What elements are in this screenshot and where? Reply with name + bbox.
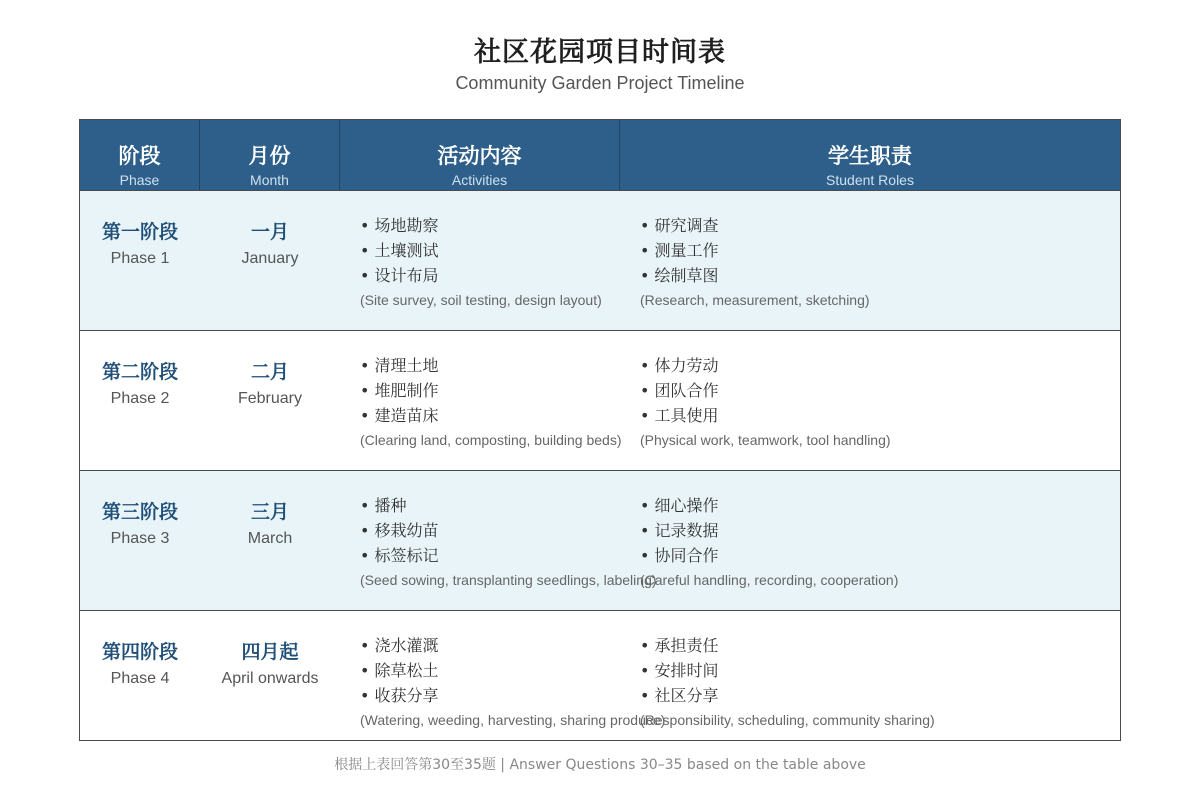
- phase-name: 第二阶段: [101, 361, 178, 383]
- list-item: • 堆肥制作: [360, 381, 439, 400]
- month-name-en: April onwards: [221, 670, 319, 687]
- header-roles-en: Student Roles: [826, 172, 914, 188]
- list-item: • 安排时间: [640, 661, 719, 680]
- activities-list: [360, 213, 439, 288]
- list-item: • 承担责任: [640, 636, 719, 655]
- roles-note: (Careful handling, recording, cooperation): [640, 572, 899, 588]
- table-row: [80, 330, 1120, 470]
- list-item: • 浇水灌溉: [360, 636, 439, 655]
- list-item: • 收获分享: [360, 686, 439, 705]
- month-name: 二月: [250, 361, 289, 383]
- phase-name-en: Phase 2: [110, 390, 170, 407]
- header-phase-en: Phase: [119, 172, 160, 188]
- month-name: 一月: [250, 221, 289, 243]
- roles-note: (Research, measurement, sketching): [640, 292, 870, 308]
- list-item: • 记录数据: [640, 521, 719, 540]
- roles-note: (Physical work, teamwork, tool handling): [640, 432, 891, 448]
- list-item: • 研究调查: [640, 216, 719, 235]
- header-roles-cn: 学生职责: [828, 144, 912, 168]
- header-activities: [340, 120, 620, 190]
- list-item: • 团队合作: [640, 381, 719, 400]
- list-item: • 清理土地: [360, 356, 439, 375]
- list-item: • 标签标记: [360, 546, 439, 565]
- roles-list: [640, 213, 719, 288]
- activities-note: (Watering, weeding, harvesting, sharing produce): [360, 712, 666, 728]
- activities-list: [360, 353, 439, 428]
- roles-list: [640, 353, 719, 428]
- month-name-en: March: [247, 530, 293, 547]
- activities-list: [360, 493, 439, 568]
- list-item: • 除草松土: [360, 661, 439, 680]
- table-row: [80, 190, 1120, 330]
- activities-note: (Site survey, soil testing, design layout): [360, 292, 602, 308]
- phase-name-en: Phase 4: [110, 670, 170, 687]
- list-item: • 测量工作: [640, 241, 719, 260]
- list-item: • 移栽幼苗: [360, 521, 439, 540]
- header-month-en: Month: [250, 172, 289, 188]
- table-row: [80, 470, 1120, 610]
- list-item: • 协同合作: [640, 546, 719, 565]
- list-item: • 工具使用: [640, 406, 719, 425]
- timeline-table: [79, 119, 1121, 741]
- header-activities-cn: 活动内容: [437, 144, 522, 168]
- month-name-en: January: [241, 250, 299, 267]
- month-name: 三月: [250, 501, 289, 523]
- list-item: • 建造苗床: [360, 406, 439, 425]
- list-item: • 社区分享: [640, 686, 719, 705]
- table-row: [80, 610, 1120, 740]
- phase-name-en: Phase 1: [110, 250, 170, 267]
- activities-list: [360, 633, 439, 708]
- header-phase-cn: 阶段: [118, 144, 161, 168]
- roles-list: [640, 493, 719, 568]
- list-item: • 体力劳动: [640, 356, 719, 375]
- roles-list: [640, 633, 719, 708]
- list-item: • 绘制草图: [640, 266, 719, 285]
- roles-note: (Responsibility, scheduling, community sharing): [640, 712, 935, 728]
- page-title: 社区花园项目时间表: [474, 37, 726, 68]
- month-name-en: February: [237, 390, 303, 407]
- phase-name: 第一阶段: [101, 221, 178, 243]
- list-item: • 土壤测试: [360, 241, 439, 260]
- header-activities-en: Activities: [451, 172, 508, 188]
- phase-name: 第四阶段: [101, 641, 178, 663]
- header-month: [200, 120, 340, 190]
- list-item: • 细心操作: [640, 496, 719, 515]
- activities-note: (Clearing land, composting, building beds): [360, 432, 622, 448]
- list-item: • 场地勘察: [360, 216, 439, 235]
- header-month-cn: 月份: [248, 144, 291, 168]
- header-phase: [80, 120, 200, 190]
- footer-instruction: 根据上表回答第30至35题 | Answer Questions 30–35 based on the table above: [334, 757, 866, 773]
- list-item: • 播种: [360, 496, 407, 515]
- page-subtitle: Community Garden Project Timeline: [455, 73, 745, 93]
- list-item: • 设计布局: [360, 266, 439, 285]
- phase-name-en: Phase 3: [110, 530, 170, 547]
- phase-name: 第三阶段: [101, 501, 178, 523]
- table-header: [80, 120, 1120, 190]
- activities-note: (Seed sowing, transplanting seedlings, labeling): [360, 572, 657, 588]
- header-roles: [620, 120, 1120, 190]
- month-name: 四月起: [241, 641, 299, 663]
